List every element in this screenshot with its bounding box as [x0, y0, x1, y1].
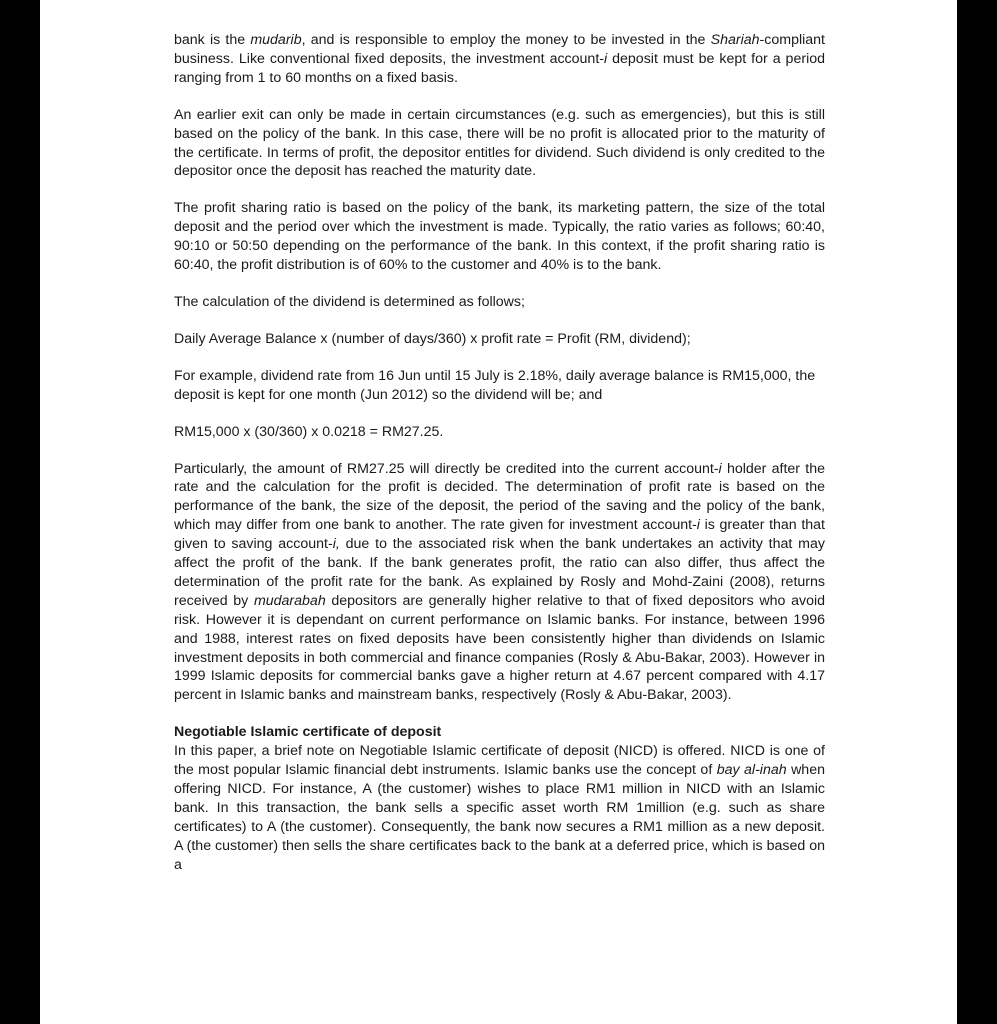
paragraph-profit-sharing-ratio: The profit sharing ratio is based on the policy of the bank, its marketing pattern, the size of the total deposit and the period over which the investment is made. Typically, the ratio varies as follows; 60:40, 90:10 or 50:50 depending on the performance of the bank. In this context, if the profit sharing ratio is 60:40, the profit distribution is of 60% to the customer and 40% is to the bank. — [174, 200, 825, 274]
paragraph-credited — [174, 460, 825, 706]
text-run: due to the associated risk when the bank undertakes an activity that may affect the profit of the bank. If the bank generates profit, the ratio can also differ, thus affect the determination of the profit rate for the bank. As explained by Rosly and Mohd-Zaini (2008), returns received by — [174, 536, 825, 609]
term-shariah: Shariah — [710, 32, 760, 48]
text-run: when offering NICD. For instance, A (the customer) wishes to place RM1 million in NICD with an Islamic bank. In this transaction, the bank sells a specific asset worth RM 1million (e.g. such as share certificates) to A (the customer). Consequently, the bank now secures a RM1 million as a new deposit. A (the customer) then sells the share certificates back to the bank at a deferred price, which is based on a — [174, 762, 825, 873]
term-mudarabah: mudarabah — [253, 592, 326, 609]
term-i: i — [604, 50, 608, 67]
text-run: , and is responsible to employ the money to be invested in the — [301, 32, 711, 48]
paragraph-early-exit: An earlier exit can only be made in certain circumstances (e.g. such as emergencies), but this is still based on the policy of the bank. In this case, there will be no profit is allocated prior to the maturity of the certificate. In terms of profit, the depositor entitles for dividend. Such dividend is only credited to the depositor once the deposit has reached the maturity date. — [174, 106, 825, 180]
document-body — [174, 31, 825, 875]
text-run: Particularly, the amount of RM27.25 will directly be credited into the current account- — [174, 460, 719, 477]
formula-example: RM15,000 x (30/360) x 0.0218 = RM27.25. — [174, 423, 444, 440]
text-run: depositors are generally higher relative to that of fixed depositors who avoid risk. However it is dependant on current performance on Islamic banks. For instance, between 1996 and 1988, interest rates on fixed deposits have been consistently higher than dividends on Islamic investment deposits in both commercial and finance companies (Rosly & Abu-Bakar, 2003). However in 1999 Islamic deposits for commercial banks gave a higher return at 4.67 percent compared with 4.17 percent in Islamic banks and mainstream banks, respectively (Rosly & Abu-Bakar, 2003). — [174, 592, 826, 704]
term-bay-al-inah: bay al-inah — [716, 762, 787, 779]
paragraph-nicd — [174, 742, 825, 874]
paragraph-example: For example, dividend rate from 16 Jun until 15 July is 2.18%, daily average balance is RM15,000, the deposit is kept for one month (Jun 2012) so the dividend will be; and — [174, 367, 816, 403]
text-run: In this paper, a brief note on Negotiable Islamic certificate of deposit (NICD) is offered. NICD is one of the most popular Islamic financial debt instruments. Islamic banks use the concept of — [174, 743, 825, 779]
term-i: i, — [332, 536, 340, 553]
text-run: bank is the — [174, 32, 251, 48]
term-i: i — [696, 517, 700, 534]
paragraph-mudarib — [174, 31, 825, 88]
formula-dividend: Daily Average Balance x (number of days/360) x profit rate = Profit (RM, dividend); — [174, 330, 691, 347]
text-run: -compliant business. Like conventional fixed deposits, the investment account- — [174, 32, 825, 67]
paragraph-calculation-intro: The calculation of the dividend is determined as follows; — [174, 293, 525, 310]
text-run: deposit must be kept for a period ranging from 1 to 60 months on a fixed basis. — [174, 50, 825, 86]
text-run: holder after the rate and the calculation for the profit is decided. The determination of profit rate is based on the performance of the bank, the size of the deposit, the period of the saving and the policy of the bank, which may differ from one bank to another. The rate given for investment account- — [174, 460, 825, 534]
term-mudarib: mudarib — [250, 32, 302, 48]
document-page — [40, 0, 957, 1024]
section-heading: Negotiable Islamic certificate of deposit — [174, 724, 442, 741]
term-i: i — [718, 460, 722, 477]
text-run: is greater than that given to saving account- — [174, 517, 825, 553]
